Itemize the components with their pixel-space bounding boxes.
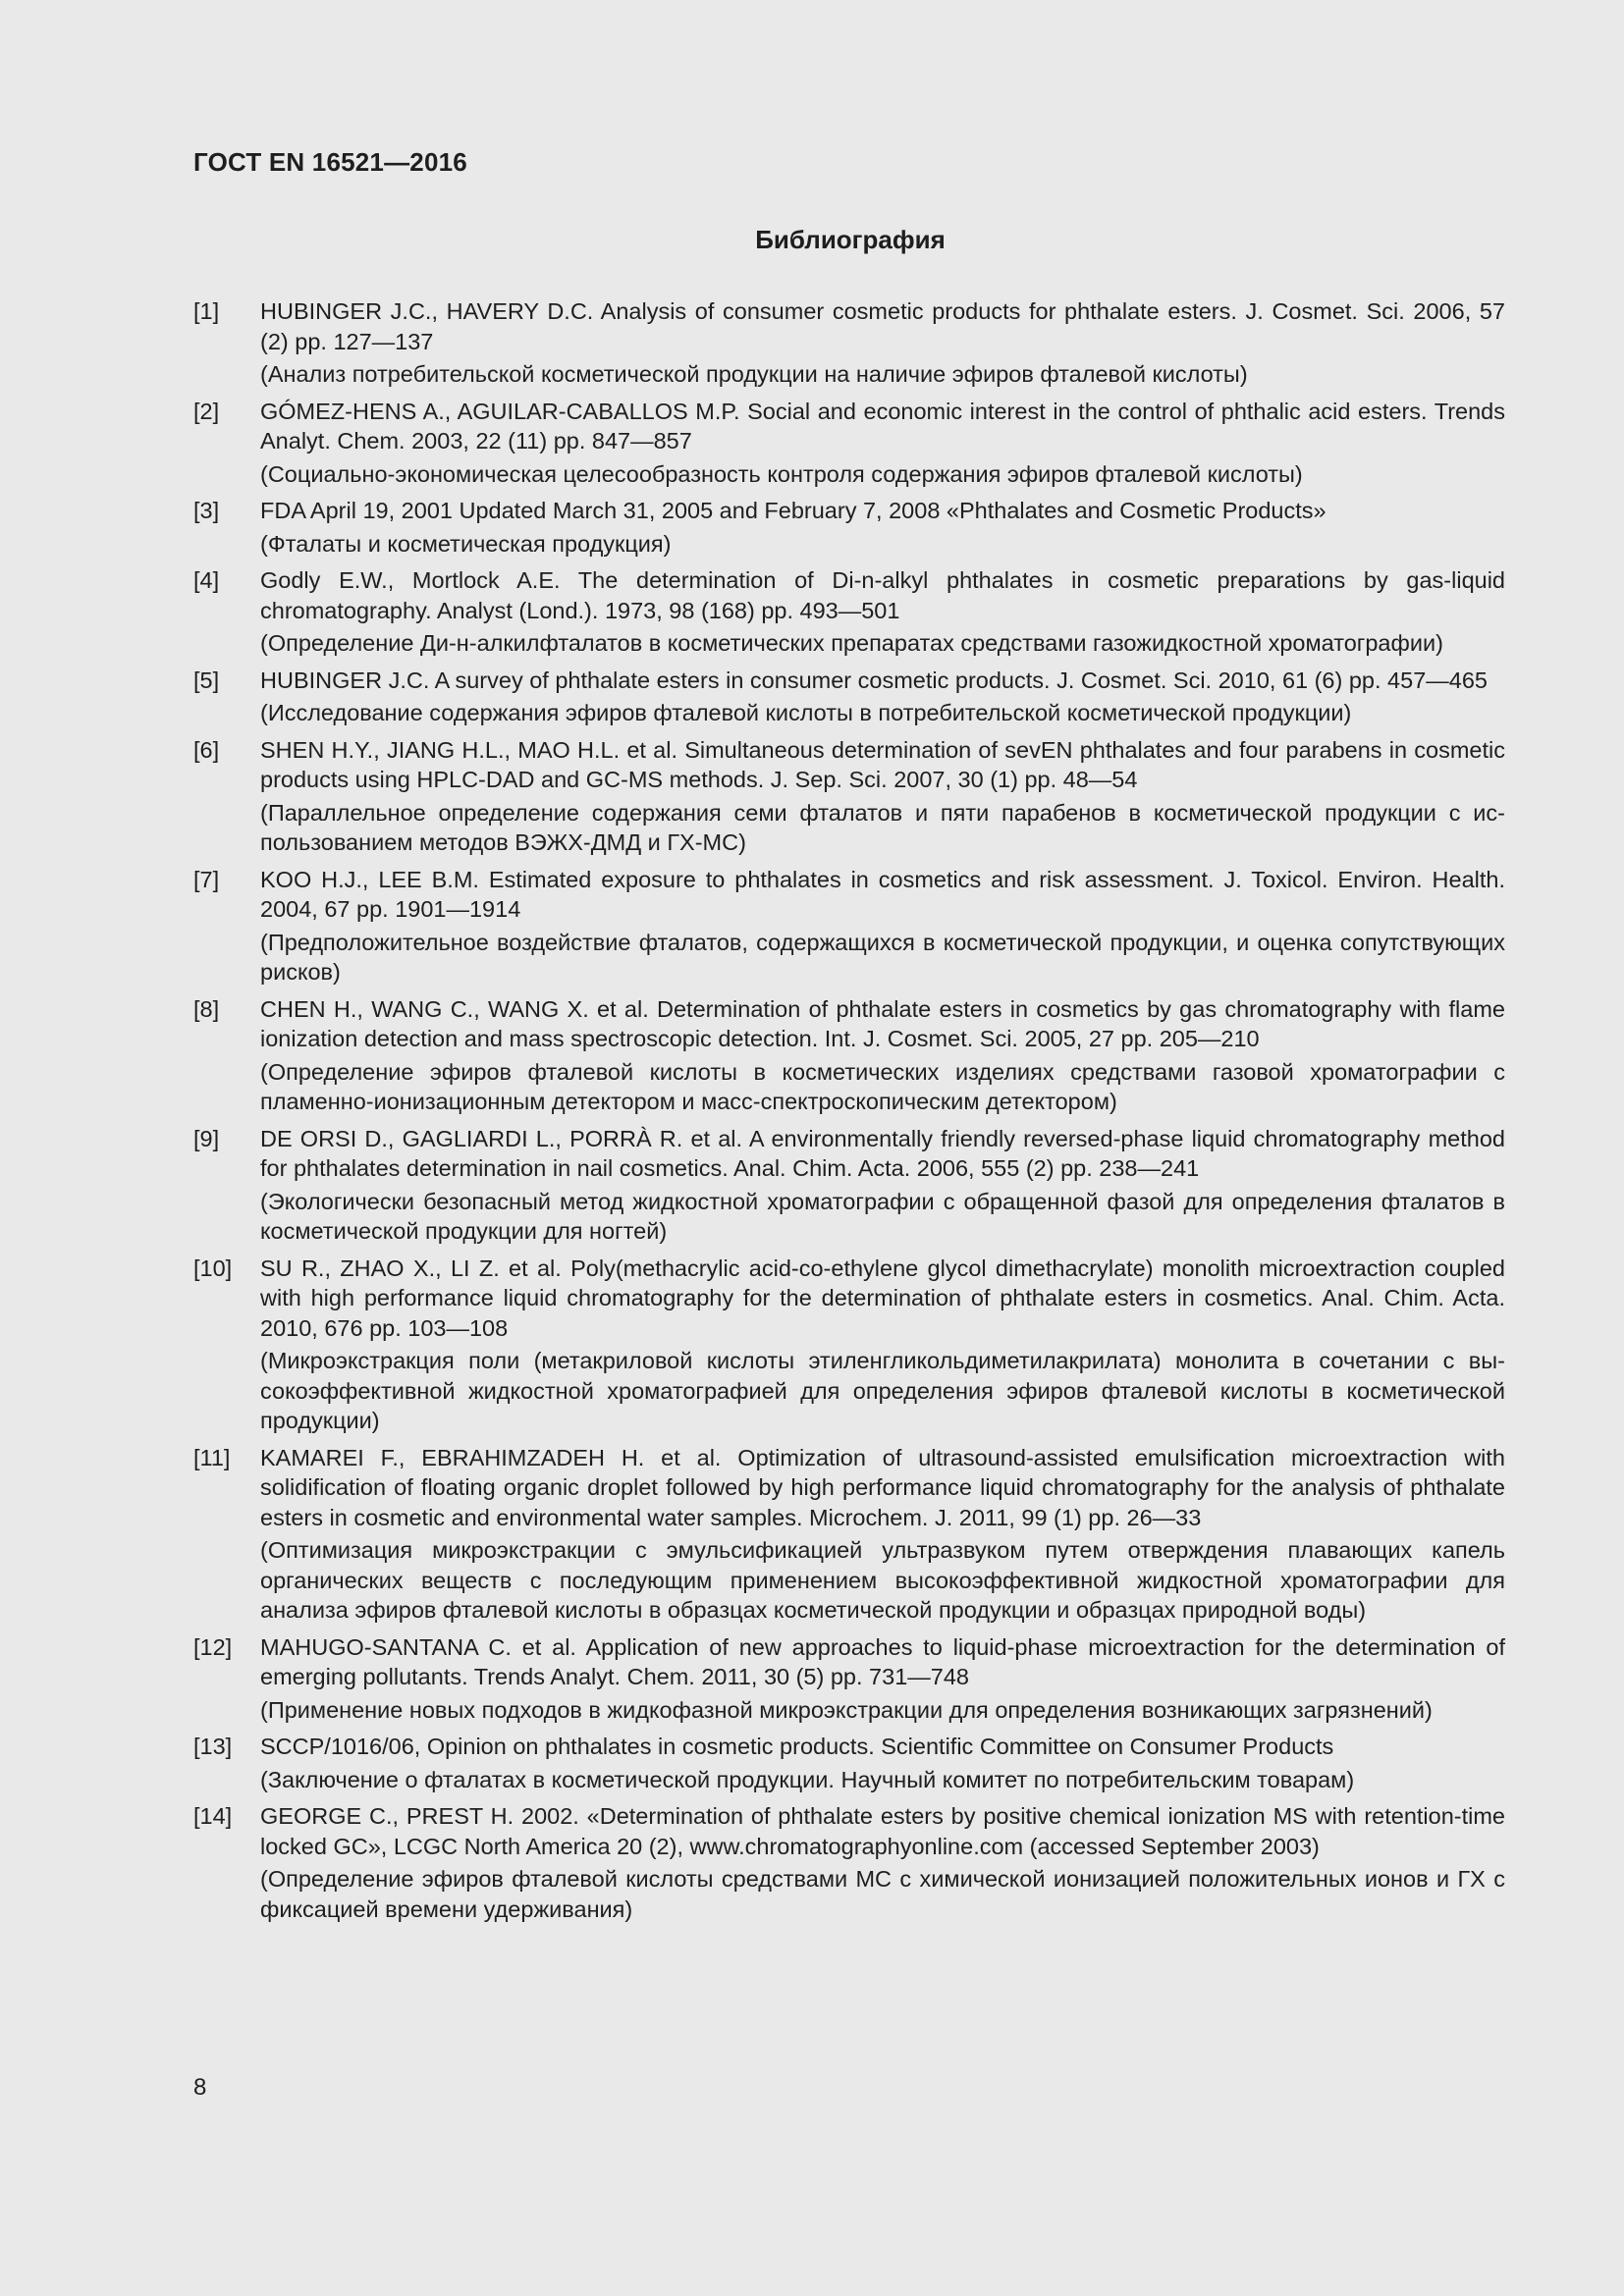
bibliography-entry xyxy=(193,666,1505,728)
entry-reference: KOO H.J., LEE B.M. Estimated exposure to phthalates in cosmetics and risk assessment. J. Toxicol. Environ. Health. 2004, 67 pp. 1901—1914 xyxy=(260,866,1505,922)
entry-number: [1] xyxy=(193,298,220,324)
entry-translation: (Экологически безопасный метод жидкостной хроматографии с обращенной фазой для определения фталатов в косметической продукции для ногтей) xyxy=(260,1188,1505,1244)
entry-number: [9] xyxy=(193,1125,220,1151)
entry-body xyxy=(260,397,1505,490)
entry-reference: MAHUGO-SANTANA C. et al. Application of new approaches to liquid-phase microextraction for the determination of emerging pollutants. Trends Analyt. Chem. 2011, 30 (5) pp. 731—748 xyxy=(260,1633,1505,1689)
entry-reference: SU R., ZHAO X., LI Z. et al. Poly(methacrylic acid-co-ethylene glycol dimethacrylate) monolith microextraction coupled with high performance liquid chromatography for the determination of phthalate esters in cosmetics. Anal. Chim. Acta. 2010, 676 pp. 103—108 xyxy=(260,1255,1505,1341)
entry-body xyxy=(260,1801,1505,1924)
entry-body xyxy=(260,1632,1505,1726)
entry-number: [5] xyxy=(193,667,220,693)
entry-reference: KAMAREI F., EBRAHIMZADEH H. et al. Optimization of ultrasound-assisted emulsification microextraction with solidification of floating organic droplet followed by high performance liquid chromatography for the analysis of phthalate esters in cosmetic and environmental water samples. Microchem. J. 2011, 99 (1) pp. 26—33 xyxy=(260,1444,1505,1530)
entry-number: [4] xyxy=(193,567,220,593)
entry-body xyxy=(260,296,1505,390)
entry-body xyxy=(260,1254,1505,1436)
entry-number: [6] xyxy=(193,736,220,763)
entry-number: [14] xyxy=(193,1803,233,1829)
entry-number: [10] xyxy=(193,1255,233,1281)
entry-number: [8] xyxy=(193,995,220,1022)
entry-number: [3] xyxy=(193,498,220,523)
entry-reference: SCCP/1016/06, Opinion on phthalates in cosmetic products. Scientific Committee on Consumer Products xyxy=(260,1734,1334,1759)
entry-translation: (Предположительное воздействие фталатов, содержащихся в косметической продукции, и оценка сопутствующих рисков) xyxy=(260,929,1505,985)
entry-reference: CHEN H., WANG C., WANG X. et al. Determination of phthalate esters in cosmetics by gas chromatography with flame ionization detection and mass spectroscopic detection. Int. J. Cosmet. Sci. 2005, 27 pp. 205—210 xyxy=(260,995,1505,1051)
entry-body xyxy=(260,865,1505,988)
entry-translation: (Оптимизация микроэкстракции с эмульсификацией ультразвуком путем отверждения плавающих капель органических веществ с последующим применением высокоэффективной жидкостной хроматографии для анализа эфиров фталевой кислоты в образцах косметической продукции и образцах природной воды) xyxy=(260,1537,1505,1623)
entry-body xyxy=(260,735,1505,858)
entry-reference: HUBINGER J.C. A survey of phthalate esters in consumer cosmetic products. J. Cosmet. Sci. 2010, 61 (6) pp. 457—465 xyxy=(260,667,1488,693)
entry-body xyxy=(260,565,1505,659)
entry-translation: (Определение эфиров фталевой кислоты средствами МС с химической ионизацией положительных ионов и ГХ с фиксацией времени удерживания) xyxy=(260,1866,1505,1922)
bibliography-entry xyxy=(193,496,1505,559)
entry-number: [7] xyxy=(193,866,220,892)
entry-translation: (Определение Ди-н-алкилфталатов в косметических препаратах средствами газожидкостной хроматографии) xyxy=(260,630,1443,656)
entry-body xyxy=(260,666,1505,728)
section-title: Библиография xyxy=(755,225,946,254)
bibliography-entry xyxy=(193,1124,1505,1247)
entry-translation: (Параллельное определение содержания семи фталатов и пяти парабенов в косметической продукции с использованием методов ВЭЖХ-ДМД и ГХ-МС) xyxy=(260,799,1505,855)
page-number: 8 xyxy=(193,2074,207,2101)
bibliography-list xyxy=(193,296,1505,1931)
entry-reference: FDA April 19, 2001 Updated March 31, 2005 and February 7, 2008 «Phthalates and Cosmetic Products» xyxy=(260,498,1326,523)
entry-translation: (Применение новых подходов в жидкофазной микроэкстракции для определения возникающих загрязнений) xyxy=(260,1696,1433,1723)
entry-reference: DE ORSI D., GAGLIARDI L., PORRÀ R. et al. A environmentally friendly reversed-phase liquid chromatography method for phthalates determination in nail cosmetics. Anal. Chim. Acta. 2006, 555 (2) pp. 238—241 xyxy=(260,1125,1505,1181)
bibliography-entry xyxy=(193,1443,1505,1626)
entry-body xyxy=(260,1124,1505,1247)
bibliography-entry xyxy=(193,397,1505,490)
document-header: ГОСТ EN 16521—2016 xyxy=(193,147,467,177)
entry-reference: GÓMEZ-HENS A., AGUILAR-CABALLOS M.P. Social and economic interest in the control of phthalic acid esters. Trends Analyt. Chem. 2003, 22 (11) pp. 847—857 xyxy=(260,398,1505,454)
entry-number: [12] xyxy=(193,1633,233,1660)
entry-number: [2] xyxy=(193,398,220,424)
entry-translation: (Определение эфиров фталевой кислоты в косметических изделиях средствами газовой хроматографии с пламенно-ионизационным детектором и масс-спектроскопическим детектором) xyxy=(260,1058,1505,1114)
entry-reference: GEORGE C., PREST H. 2002. «Determination of phthalate esters by positive chemical ionization MS with retention-time locked GC», LCGC North America 20 (2), www.chromatographyonline.com (accessed September 2003) xyxy=(260,1803,1505,1859)
entry-number: [13] xyxy=(193,1734,233,1759)
bibliography-entry xyxy=(193,296,1505,390)
entry-translation: (Фталаты и косметическая продукция) xyxy=(260,530,672,557)
entry-translation: (Микроэкстракция поли (метакриловой кислоты этиленгликольдиметилакрилата) монолита в сочетании с высокоэффективной жидкостной хроматографией для определения эфиров фталевой кислоты в косметической продукции) xyxy=(260,1348,1505,1433)
entry-translation: (Заключение о фталатах в косметической продукции. Научный комитет по потребительским товарам) xyxy=(260,1766,1355,1792)
entry-translation: (Исследование содержания эфиров фталевой кислоты в потребительской косметической продукции) xyxy=(260,700,1352,725)
entry-translation: (Социально-экономическая целесообразность контроля содержания эфиров фталевой кислоты) xyxy=(260,460,1303,487)
bibliography-entry xyxy=(193,1632,1505,1726)
bibliography-entry xyxy=(193,735,1505,858)
bibliography-entry xyxy=(193,1801,1505,1924)
bibliography-entry xyxy=(193,1732,1505,1794)
entry-body xyxy=(260,994,1505,1117)
entry-translation: (Анализ потребительской косметической продукции на наличие эфиров фталевой кислоты) xyxy=(260,361,1248,387)
entry-body xyxy=(260,1732,1505,1794)
entry-reference: SHEN H.Y., JIANG H.L., MAO H.L. et al. Simultaneous determination of sevEN phthalates and four parabens in cosmetic products using HPLC-DAD and GC-MS methods. J. Sep. Sci. 2007, 30 (1) pp. 48—54 xyxy=(260,736,1505,792)
entry-body xyxy=(260,496,1505,559)
bibliography-entry xyxy=(193,865,1505,988)
bibliography-entry xyxy=(193,994,1505,1117)
entry-body xyxy=(260,1443,1505,1626)
entry-reference: HUBINGER J.C., HAVERY D.C. Analysis of consumer cosmetic products for phthalate esters. J. Cosmet. Sci. 2006, 57 (2) pp. 127—137 xyxy=(260,298,1505,354)
bibliography-entry xyxy=(193,1254,1505,1436)
entry-number: [11] xyxy=(193,1444,231,1470)
bibliography-entry xyxy=(193,565,1505,659)
entry-reference: Godly E.W., Mortlock A.E. The determination of Di-n-alkyl phthalates in cosmetic preparations by gas-liquid chromatography. Analyst (Lond.). 1973, 98 (168) pp. 493—501 xyxy=(260,567,1505,623)
